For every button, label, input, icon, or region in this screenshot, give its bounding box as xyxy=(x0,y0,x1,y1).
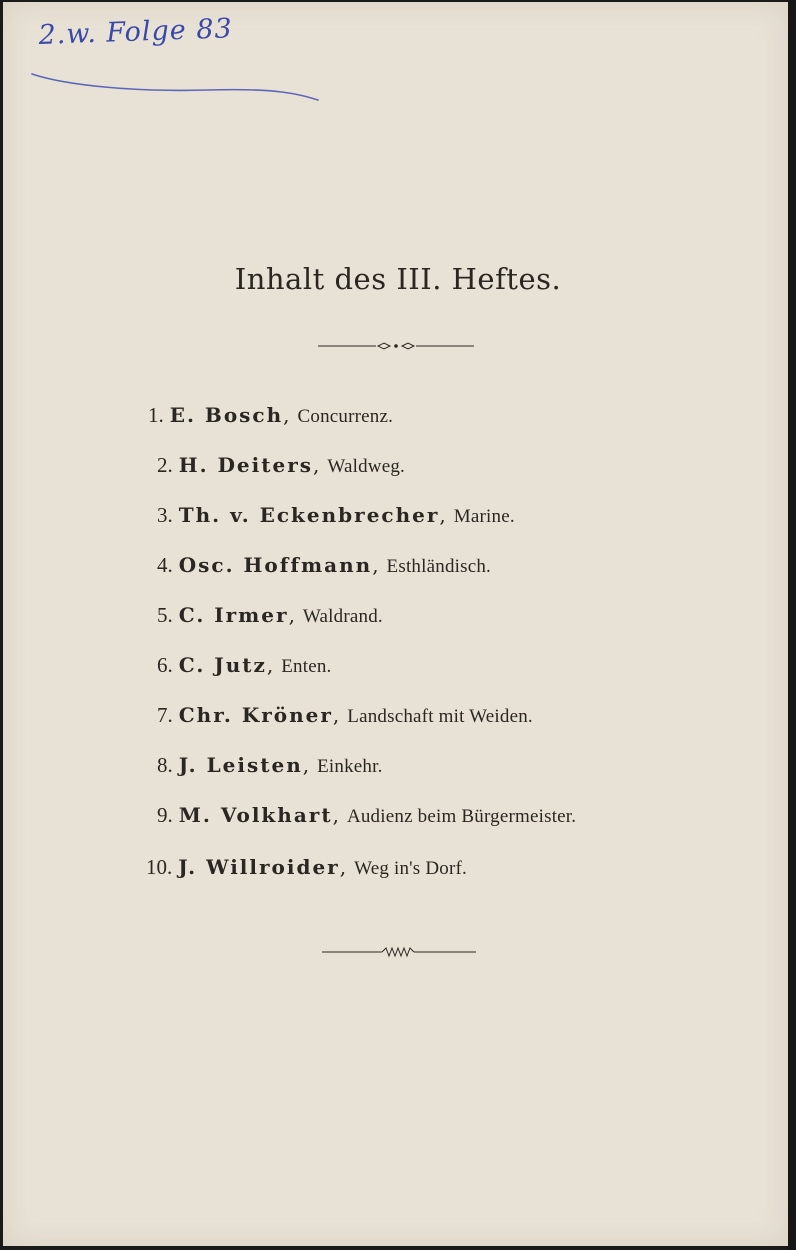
separator: , xyxy=(313,453,320,477)
artist-name: C. Irmer xyxy=(178,603,289,627)
work-title: Esthländisch. xyxy=(386,556,491,577)
entry-number: 9. xyxy=(157,803,173,827)
list-item xyxy=(146,850,467,884)
work-title: Weg in's Dorf. xyxy=(354,858,467,879)
handwritten-note: 2.w. Folge 83 xyxy=(38,13,234,51)
list-item xyxy=(157,648,331,682)
artist-name: Th. v. Eckenbrecher xyxy=(178,503,440,527)
entry-number: 8. xyxy=(157,753,173,777)
list-item xyxy=(157,748,383,782)
document-page xyxy=(3,2,788,1246)
handwritten-underline xyxy=(28,60,328,110)
work-title: Einkehr. xyxy=(317,756,383,777)
list-item xyxy=(157,698,533,732)
artist-name: E. Bosch xyxy=(169,403,284,427)
entry-number: 6. xyxy=(157,653,173,677)
entry-number: 3. xyxy=(157,503,173,527)
separator: , xyxy=(288,603,295,627)
work-title: Audienz beim Bürgermeister. xyxy=(346,806,577,827)
artist-name: C. Jutz xyxy=(178,653,267,677)
work-title: Enten. xyxy=(281,656,332,677)
entry-number: 5. xyxy=(157,603,173,627)
work-title: Waldrand. xyxy=(302,606,383,627)
work-title: Concurrenz. xyxy=(297,406,394,427)
list-item xyxy=(157,498,515,532)
list-item xyxy=(157,448,405,482)
artist-name: J. Willroider xyxy=(178,855,340,879)
separator: , xyxy=(302,753,310,777)
entry-number: 4. xyxy=(157,553,173,577)
artist-name: Chr. Kröner xyxy=(178,703,333,727)
separator: , xyxy=(372,553,379,577)
artist-name: Osc. Hoffmann xyxy=(178,553,373,577)
scan-border xyxy=(788,0,796,1250)
ornament-divider-top xyxy=(318,338,474,354)
entry-number: 7. xyxy=(157,703,173,727)
work-title: Marine. xyxy=(453,506,515,527)
separator: , xyxy=(339,855,347,879)
list-item xyxy=(157,798,576,832)
list-item xyxy=(157,548,491,582)
artist-name: H. Deiters xyxy=(178,453,313,477)
artist-name: M. Volkhart xyxy=(178,803,333,827)
separator: , xyxy=(332,703,340,727)
separator: , xyxy=(332,803,339,827)
separator: , xyxy=(266,653,274,677)
entry-number: 10. xyxy=(146,855,173,879)
entry-number: 2. xyxy=(157,453,173,477)
work-title: Landschaft mit Weiden. xyxy=(347,706,533,727)
ornament-divider-bottom xyxy=(322,944,476,960)
separator: , xyxy=(283,403,290,427)
list-item xyxy=(157,598,383,632)
artist-name: J. Leisten xyxy=(178,753,303,777)
page-title: Inhalt des III. Heftes. xyxy=(234,262,562,296)
separator: , xyxy=(439,503,446,527)
work-title: Waldweg. xyxy=(327,456,405,477)
list-item xyxy=(148,398,393,432)
entry-number: 1. xyxy=(148,403,164,427)
